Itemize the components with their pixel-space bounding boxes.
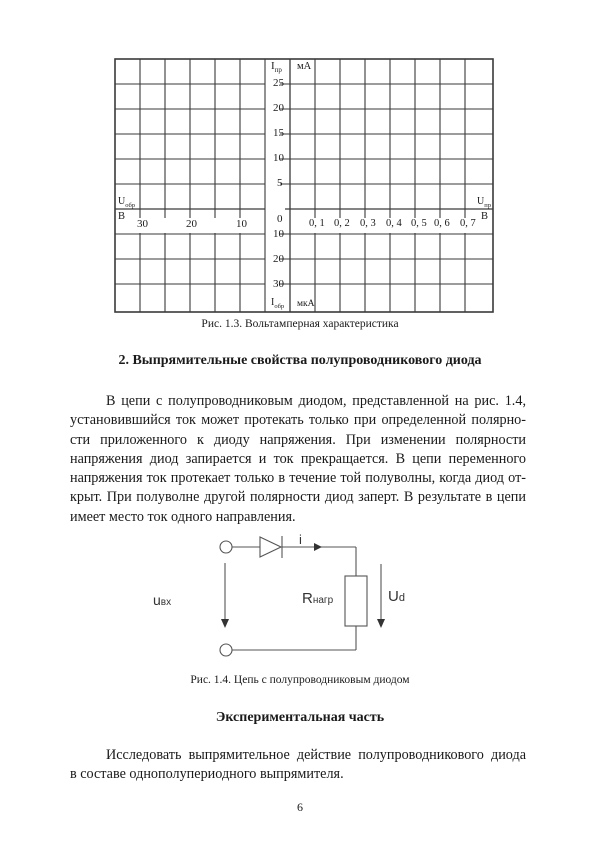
x-tick-10: 10 <box>236 218 247 230</box>
y-axis-reverse-unit: мкА <box>297 299 315 309</box>
x-tick-0-4: 0, 4 <box>386 218 402 229</box>
origin-label: 0 <box>277 213 283 225</box>
paragraph-line: напряжения диод запирается и ток прекращается. В цепи переменного <box>70 450 526 467</box>
x-forward-symbol: U <box>477 196 485 207</box>
paragraph-line: Исследовать выпрямительное действие полупроводникового диода <box>106 747 526 763</box>
y-forward-subscript: пр <box>274 66 282 75</box>
output-voltage-subscript: d <box>398 592 405 604</box>
x-reverse-symbol: U <box>118 196 126 207</box>
input-terminal-bottom-icon <box>220 644 232 656</box>
paragraph-line: в составе однополупериодного выпрямителя. <box>70 766 344 783</box>
figure-1-3-caption: Рис. 1.3. Вольтамперная характеристика <box>201 318 399 330</box>
paragraph-line: установившийся ток может протекать только при определенной полярно- <box>70 412 526 429</box>
y-tick-10: 10 <box>273 152 284 164</box>
y-tick-5: 5 <box>277 177 283 189</box>
x-tick-0-2: 0, 2 <box>334 218 350 229</box>
input-voltage-symbol: u <box>153 592 161 608</box>
load-label <box>302 590 333 607</box>
x-reverse-subscript: обр <box>125 202 136 209</box>
load-subscript: нагр <box>312 595 334 606</box>
y-forward-symbol: I <box>271 60 275 72</box>
x-tick-30: 30 <box>137 218 148 230</box>
x-tick-0-7: 0, 7 <box>460 218 476 229</box>
current-label: i <box>299 532 302 547</box>
y-tick-neg-10: 10 <box>273 228 284 240</box>
y-tick-15: 15 <box>273 127 284 139</box>
x-tick-0-5: 0, 5 <box>411 218 427 229</box>
load-symbol: R <box>302 590 313 607</box>
x-axis-forward-unit: В <box>481 211 489 222</box>
x-forward-subscript: пр <box>484 202 491 209</box>
page-number: 6 <box>297 800 303 814</box>
paragraph-line: напряжения ток протекает только в течение той полуволны, когда диод от- <box>70 470 526 487</box>
x-tick-0-1: 0, 1 <box>309 218 325 229</box>
input-voltage-label <box>153 592 171 608</box>
experimental-paragraph <box>70 746 526 785</box>
output-voltage-symbol: U <box>388 588 399 605</box>
x-axis-reverse-unit: В <box>118 211 126 222</box>
y-axis-forward-unit: мА <box>297 61 312 72</box>
figure-1-4-caption: Рис. 1.4. Цепь с полупроводниковым диодом <box>190 674 410 686</box>
y-tick-25: 25 <box>273 77 284 89</box>
paragraph-line: В цепи с полупроводниковым диодом, представленной на рис. 1.4, <box>106 393 526 409</box>
y-tick-neg-20: 20 <box>273 253 284 265</box>
x-tick-0-3: 0, 3 <box>360 218 376 229</box>
x-tick-0-6: 0, 6 <box>434 218 450 229</box>
paragraph-line: имеет место ток одного направления. <box>70 508 296 525</box>
paragraph-line: крыт. При полуволне другой полярности диод заперт. В результате в цепи <box>70 489 526 506</box>
experimental-heading: Экспериментальная часть <box>215 710 385 725</box>
x-tick-20: 20 <box>186 218 197 230</box>
paragraph-line: сти приложенного к диоду напряжения. При изменении полярности <box>70 431 526 448</box>
y-reverse-symbol: I <box>271 297 275 308</box>
y-tick-20: 20 <box>273 102 284 114</box>
output-voltage-label <box>388 588 405 605</box>
current-arrow-icon <box>314 543 322 551</box>
y-tick-neg-30: 30 <box>273 278 284 290</box>
input-voltage-subscript: вх <box>160 597 172 608</box>
y-reverse-subscript: обр <box>274 303 285 310</box>
diode-icon <box>260 536 282 558</box>
section-heading: 2. Выпрямительные свойства полупроводникового диода <box>118 353 482 368</box>
input-terminal-top-icon <box>220 541 232 553</box>
load-resistor-icon <box>345 576 367 626</box>
